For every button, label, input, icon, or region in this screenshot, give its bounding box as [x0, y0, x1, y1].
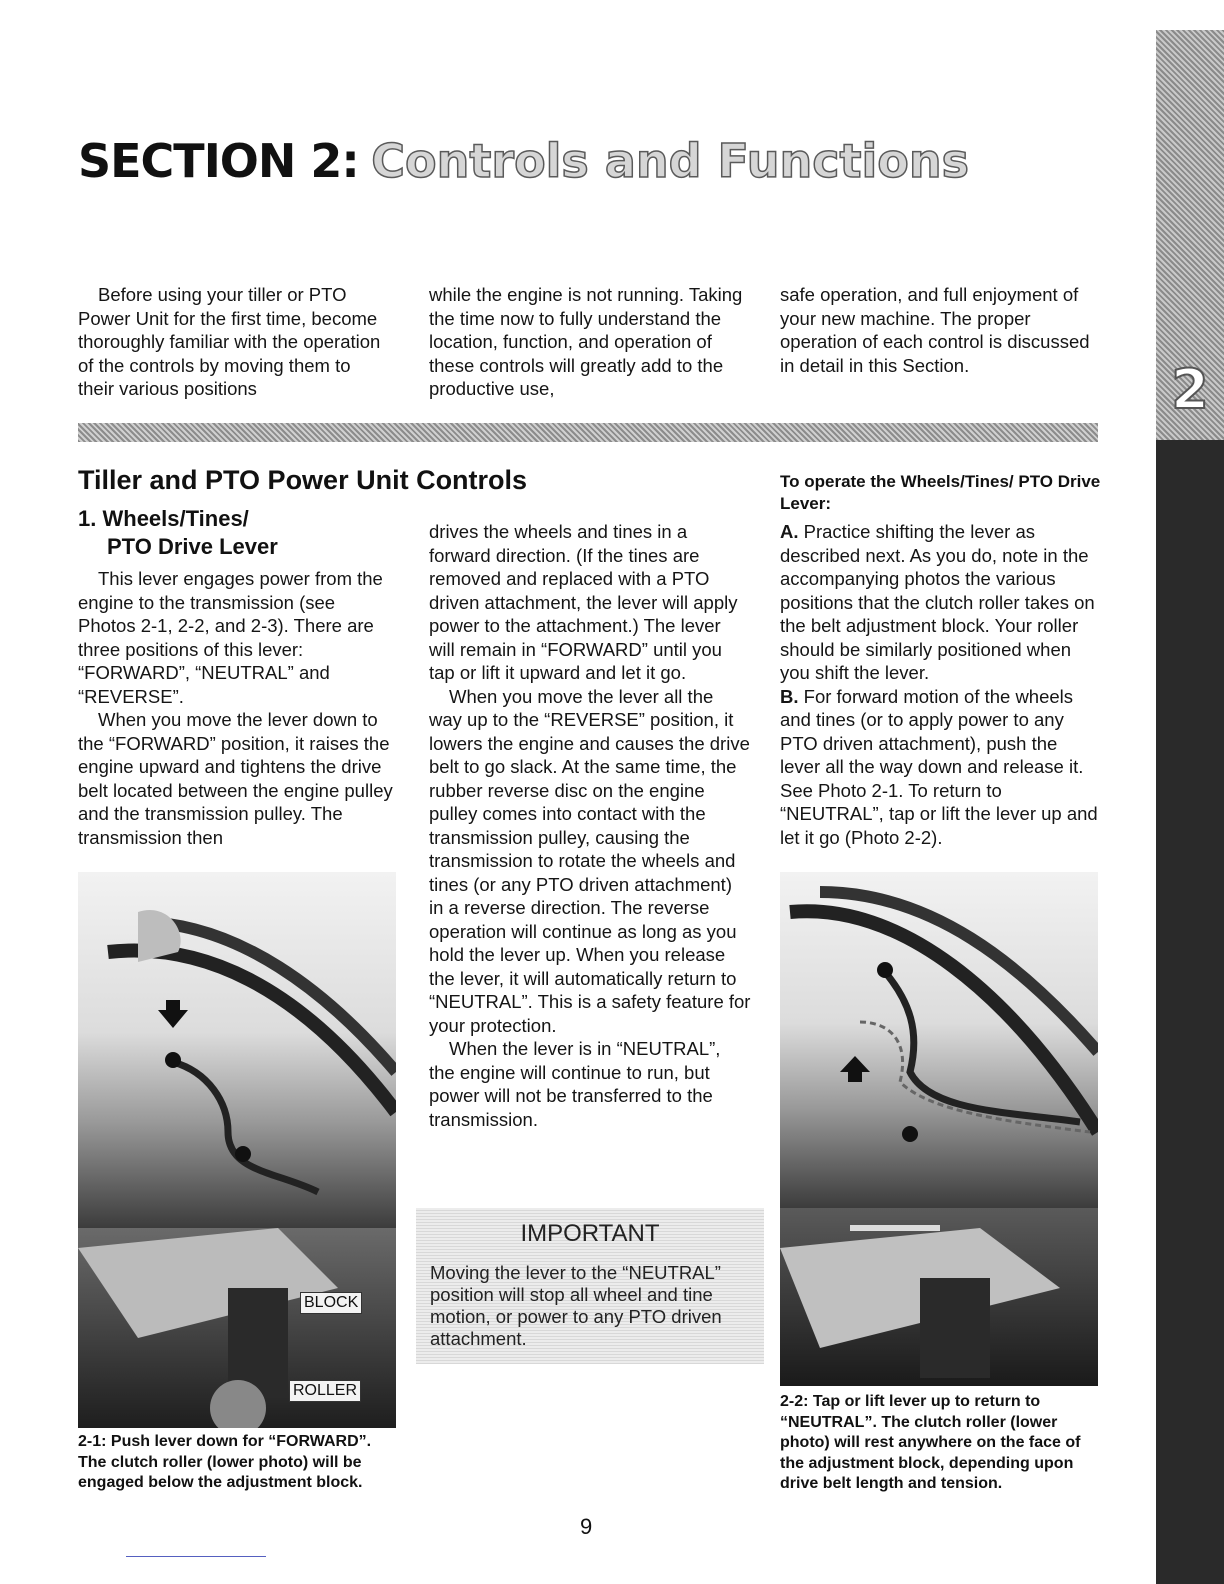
clutch-neutral-illustration	[780, 1208, 1098, 1386]
col2-paragraph-3: When the lever is in “NEUTRAL”, the engine will continue to run, but power will not be transferred to the transmission.	[429, 1038, 721, 1130]
step-b	[780, 685, 1098, 850]
photo-2-1-upper	[78, 872, 396, 1228]
col1-paragraph-1: This lever engages power from the engine to the transmission (see Photos 2-1, 2-2, and 2-3). There are three positions of this lever: “FORWARD”, “NEUTRAL” and “REVERSE”.	[78, 568, 383, 707]
important-title: IMPORTANT	[520, 1220, 660, 1247]
step-a-letter: A.	[780, 521, 799, 542]
item-heading	[78, 505, 278, 561]
intro-col-3	[780, 283, 1098, 377]
controls-heading: Tiller and PTO Power Unit Controls	[78, 465, 528, 495]
step-b-letter: B.	[780, 685, 799, 707]
col2-paragraph-1: drives the wheels and tines in a forward direction. (If the tines are removed and replaced with a PTO driven attachment, the lever will apply power to the attachment.) The lever will remain in “FORWARD” until you tap or lift it upward and let it go.	[429, 521, 738, 683]
photo-2-2-lower	[780, 1208, 1098, 1386]
caption-2-1: 2-1: Push lever down for “FORWARD”. The clutch roller (lower photo) will be engaged below the adjustment block.	[78, 1433, 372, 1491]
photo-2-2-upper	[780, 872, 1098, 1208]
important-notice	[416, 1208, 764, 1364]
section-prefix: SECTION 2:	[78, 134, 359, 188]
operate-heading: To operate the Wheels/Tines/ PTO Drive Lever:	[780, 472, 1101, 513]
intro-text-2: while the engine is not running. Taking the time now to fully understand the location, function, and operation of these controls will greatly add to the productive use,	[429, 284, 743, 399]
col1-paragraph-2: When you move the lever down to the “FORWARD” position, it raises the engine upward and tightens the drive belt located between the engine pulley and the transmission pulley. The transmission then	[78, 709, 393, 848]
step-b-text: For forward motion of the wheels and tines (or to apply power to any PTO driven attachment), push the lever all the way down and release it. See Photo 2-1. To return to “NEUTRAL”, tap or lift the lever up and let it go (Photo 2-2).	[780, 685, 1098, 848]
col1-body	[78, 567, 396, 849]
step-a-text: Practice shifting the lever as described next. As you do, note in the accompanying photos the various positions that the clutch roller takes on the belt adjustment block. Your roller should be similarly positioned when you shift the lever.	[780, 521, 1095, 683]
section-title: Controls and Functions	[371, 134, 969, 188]
page-number: 9	[580, 1514, 593, 1539]
footer-rule	[126, 1556, 266, 1557]
intro-text-1: Before using your tiller or PTO Power Unit for the first time, become thoroughly familiar with the operation of the controls by moving them to their various positions	[78, 284, 381, 399]
important-text: Moving the lever to the “NEUTRAL” position will stop all wheel and tine motion, or power to any PTO driven attachment.	[430, 1262, 722, 1349]
section-divider	[78, 423, 1098, 442]
section-tab-number: 2	[1171, 358, 1209, 421]
lever-neutral-illustration	[780, 872, 1098, 1208]
col2-body	[429, 520, 751, 1131]
item-number: 1.	[78, 506, 97, 531]
side-tab-dark	[1156, 440, 1224, 1584]
roller-label: ROLLER	[289, 1380, 361, 1402]
col3-body	[780, 520, 1098, 849]
caption-2-2: 2-2: Tap or lift lever up to return to “NEUTRAL”. The clutch roller (lower photo) will rest anywhere on the face of the adjustment block, depending upon drive belt length and tension.	[780, 1393, 1081, 1492]
item-title-line1: Wheels/Tines/	[102, 506, 249, 531]
lever-illustration	[78, 872, 396, 1228]
photo-2-1-lower	[78, 1228, 396, 1428]
intro-text-3: safe operation, and full enjoyment of your new machine. The proper operation of each control is discussed in detail in this Section.	[780, 284, 1090, 376]
intro-col-2	[429, 283, 751, 401]
col2-paragraph-2: When you move the lever all the way up to the “REVERSE” position, it lowers the engine and causes the drive belt to go slack. At the same time, the rubber reverse disc on the engine pulley comes into contact with the transmission pulley, causing the transmission to rotate the wheels and tines (or any PTO driven attachment) in a reverse direction. The reverse operation will continue as long as you hold the lever up. When you release the lever, it will automatically return to “NEUTRAL”. This is a safety feature for your protection.	[429, 685, 751, 1036]
item-title-line2: PTO Drive Lever	[107, 534, 278, 559]
block-label: BLOCK	[300, 1292, 362, 1314]
page-title	[78, 134, 969, 188]
step-a	[780, 520, 1098, 685]
intro-col-1	[78, 283, 388, 401]
